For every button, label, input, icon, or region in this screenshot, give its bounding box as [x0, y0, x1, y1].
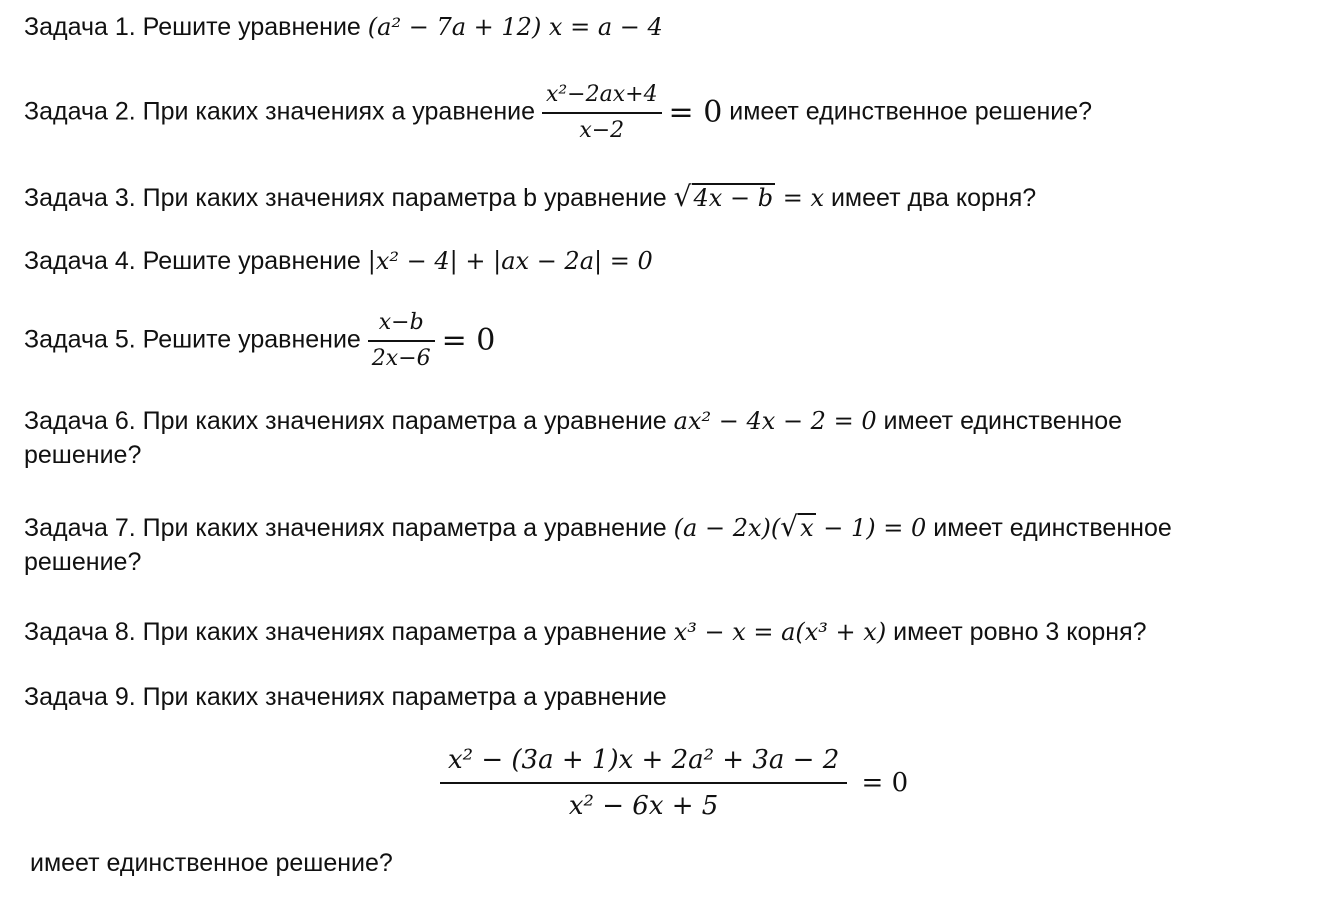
task-text: При каких значениях параметра а уравнение	[142, 618, 667, 646]
task-1	[24, 10, 663, 44]
task-9-question: имеет единственное решение?	[30, 849, 393, 877]
denominator: x² − 6x + 5	[568, 791, 719, 821]
task-text: При каких значениях параметра а уравнение	[142, 514, 667, 542]
task-text: При каких значениях параметра b уравнение	[142, 184, 667, 212]
task-question: имеет ровно 3 корня?	[893, 618, 1147, 646]
task-question: имеет единственное решение?	[729, 97, 1093, 126]
task-2	[24, 80, 1092, 146]
task-text: При каких значениях параметра а уравнение	[142, 683, 667, 711]
radicand: x	[800, 514, 814, 542]
task-label: Задача 1.	[24, 13, 136, 41]
task-text: Решите уравнение	[142, 13, 361, 41]
equation-part-b: − 1) = 0	[815, 514, 927, 542]
sqrt-symbol: √	[780, 510, 799, 543]
task-9	[24, 680, 667, 714]
equals-zero: = 0	[668, 95, 723, 130]
task-text: При каких значениях а уравнение	[142, 97, 535, 126]
task-question: имеет единственное	[933, 514, 1172, 542]
equation: (a² − 7a + 12) x = a − 4	[367, 13, 663, 41]
task-4	[24, 244, 653, 278]
equation: |x² − 4| + |ax − 2a| = 0	[367, 247, 653, 275]
equals-zero: = 0	[441, 323, 496, 358]
radicand: 4x − b	[693, 184, 774, 212]
task-question: имеет два корня?	[830, 184, 1037, 212]
task-text: Решите уравнение	[142, 247, 361, 275]
task-text: Решите уравнение	[142, 325, 361, 354]
numerator: x²−2ax+4	[542, 80, 662, 114]
task-6	[24, 404, 1122, 472]
task-label: Задача 5.	[24, 325, 136, 354]
numerator: x−b	[368, 308, 435, 342]
task-9-equation	[440, 742, 908, 824]
task-question-line2: решение?	[24, 548, 142, 576]
equation	[673, 180, 824, 213]
denominator: x−2	[579, 118, 625, 143]
task-8	[24, 615, 1147, 649]
task-label: Задача 4.	[24, 247, 136, 275]
task-7	[24, 510, 1172, 579]
sqrt-symbol: √	[673, 180, 692, 213]
task-label: Задача 6.	[24, 407, 136, 435]
task-text: При каких значениях параметра а уравнение	[142, 407, 667, 435]
fraction	[368, 308, 435, 374]
task-label: Задача 2.	[24, 97, 136, 126]
task-5	[24, 308, 495, 374]
equation-part-a: (a − 2x)(	[673, 514, 781, 542]
numerator: x² − (3a + 1)x + 2a² + 3a − 2	[440, 742, 847, 784]
task-question: имеет единственное	[883, 407, 1123, 435]
equation: ax² − 4x − 2 = 0	[673, 407, 877, 435]
task-3	[24, 180, 1036, 215]
equals-zero: = 0	[861, 768, 909, 798]
task-question-line2: решение?	[24, 441, 142, 469]
fraction	[440, 742, 847, 824]
task-label: Задача 9.	[24, 683, 136, 711]
task-label: Задача 7.	[24, 514, 136, 542]
fraction	[542, 80, 662, 146]
equation: x³ − x = a(x³ + x)	[673, 618, 887, 646]
task-label: Задача 8.	[24, 618, 136, 646]
denominator: 2x−6	[371, 346, 431, 371]
task-label: Задача 3.	[24, 184, 136, 212]
equation-rhs: = x	[782, 184, 824, 212]
equation	[673, 510, 927, 543]
